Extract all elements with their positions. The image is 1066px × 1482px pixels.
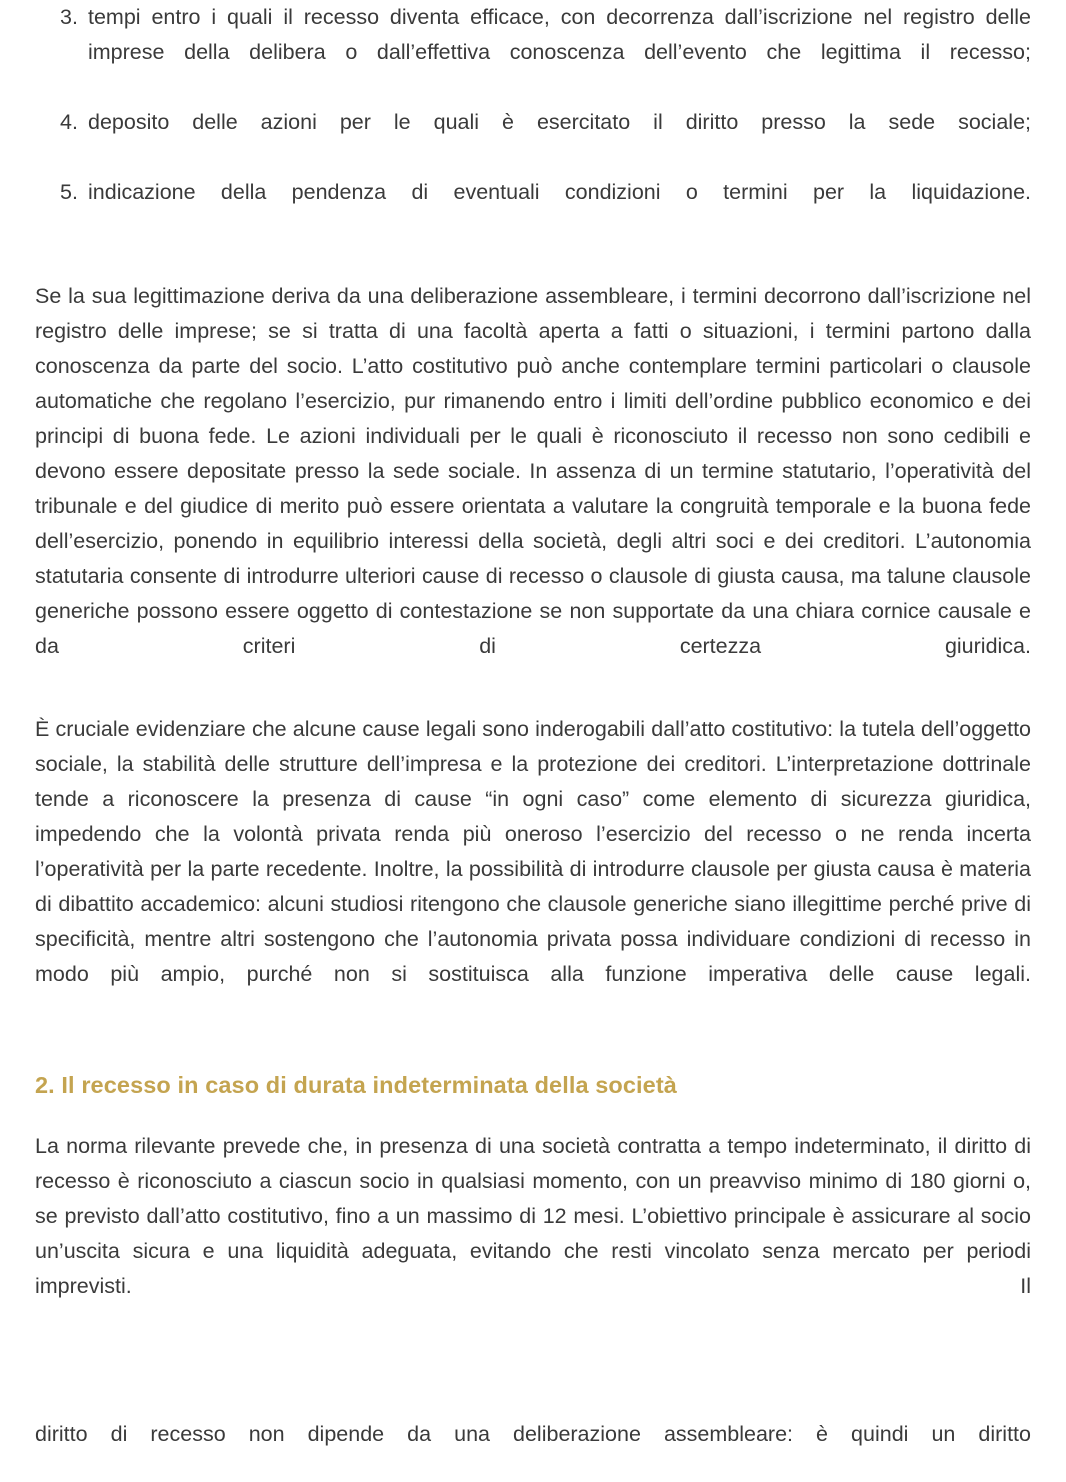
list-item-text: indicazione della pendenza di eventuali condizioni o termini per la liquidazione. [88, 180, 1031, 204]
paragraph-legittimazione: Se la sua legittimazione deriva da una deliberazione assembleare, i termini decorrono dall’iscrizione nel registro delle imprese; se si tratta di una facoltà aperta a fatti o situazioni, i termini partono dalla conoscenza da parte del socio. L’atto costitutivo può anche contemplare termini particolari o clausole automatiche che regolano l’esercizio, pur rimanendo entro i limiti dell’ordine pubblico economico e dei principi di buona fede. Le azioni individuali per le quali è riconosciuto il recesso non sono cedibili e devono essere depositate presso la sede sociale. In assenza di un termine statutario, l’operatività del tribunale e del giudice di merito può essere orientata a valutare la congruità temporale e la buona fede dell’esercizio, ponendo in equilibrio interessi della società, degli altri soci e dei creditori. L’autonomia statutaria consente di introdurre ulteriori cause di recesso o clausole di giusta causa, ma talune clausole generiche possono essere oggetto di contestazione se non supportate da una chiara cornice causale e da criteri di certezza giuridica. [35, 284, 1031, 658]
paragraph-continuation: diritto di recesso non dipende da una deliberazione assembleare: è quindi un diritto [35, 1422, 1031, 1446]
spacer [35, 1027, 1031, 1069]
list-item-marker: 3. [60, 5, 78, 29]
list-item-marker: 5. [60, 180, 78, 204]
paragraph-cause-legali: È cruciale evidenziare che alcune cause legali sono inderogabili dall’atto costitutivo: la tutela dell’oggetto sociale, la stabilità delle strutture dell’impresa e la protezione dei creditori. L’interpretazione dottrinale tende a riconoscere la presenza di cause “in ogni caso” come elemento di sicurezza giuridica, impedendo che la volontà privata renda più oneroso l’esercizio del recesso o ne renda incerta l’operatività per la parte recedente. Inoltre, la possibilità di introdurre clausole per giusta causa è materia di dibattito accademico: alcuni studiosi ritengono che clausole generiche siano illegittime perché prive di specificità, mentre altri sostengono che l’autonomia privata possa individuare condizioni di recesso in modo più ampio, purché non si sostituisca alla funzione imperativa delle cause legali. [35, 717, 1031, 986]
spacer [35, 245, 1031, 279]
numbered-list [35, 0, 1031, 245]
list-item [35, 105, 1031, 175]
page-break-spacer [35, 1339, 1031, 1417]
paragraph-durata-indeterminata: La norma rilevante prevede che, in presenza di una società contratta a tempo indeterminato, il diritto di recesso è riconosciuto a ciascun socio in qualsiasi momento, con un preavviso minimo di 180 giorni o, se previsto dall’atto costitutivo, fino a un massimo di 12 mesi. L’obiettivo principale è assicurare al socio un’uscita sicura e una liquidità adeguata, evitando che resti vincolato senza mercato per periodi imprevisti. Il [35, 1134, 1031, 1298]
list-item [35, 175, 1031, 245]
spacer [35, 699, 1031, 712]
list-item-marker: 4. [60, 110, 78, 134]
section-heading: 2. Il recesso in caso di durata indeterminata della società [35, 1072, 677, 1098]
spacer [35, 1101, 1031, 1129]
list-item [35, 0, 1031, 105]
list-item-text: tempi entro i quali il recesso diventa efficace, con decorrenza dall’iscrizione nel registro delle imprese della delibera o dall’effettiva conoscenza dell’evento che legittima il recesso; [88, 5, 1031, 64]
document-content [35, 0, 1031, 1482]
list-item-text: deposito delle azioni per le quali è esercitato il diritto presso la sede sociale; [88, 110, 1031, 134]
